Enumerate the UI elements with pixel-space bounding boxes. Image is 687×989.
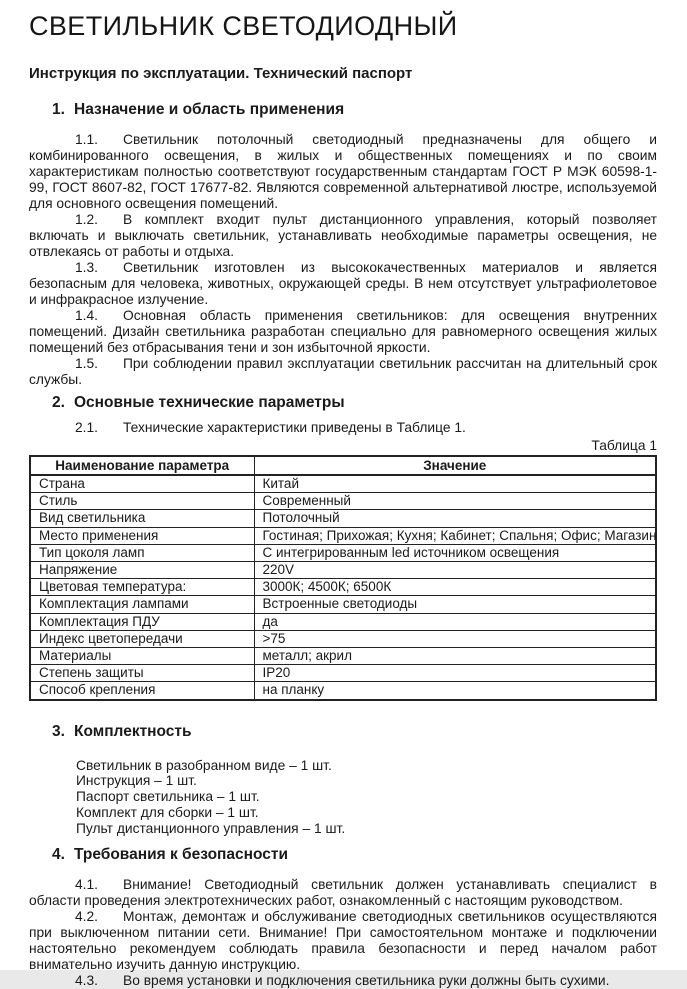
table-header-value: Значение: [254, 456, 656, 475]
value-cell: >75: [254, 630, 656, 647]
paragraph-1-5: [29, 356, 657, 388]
parameter-cell: Индекс цветопередачи: [30, 630, 254, 647]
section-purpose: [29, 101, 657, 388]
parameter-cell: Тип цоколя ламп: [30, 544, 254, 561]
paragraph-number: 1.5.: [75, 356, 99, 371]
value-cell: 3000К; 4500К; 6500К: [254, 579, 656, 596]
paragraph-4-1: [29, 877, 657, 909]
section-heading: [29, 723, 657, 741]
table-row: [30, 596, 656, 613]
paragraph-number: 4.3.: [75, 972, 99, 988]
section-heading: [29, 846, 657, 864]
parameter-cell: Степень защиты: [30, 665, 254, 682]
paragraph-text: Светильник изготовлен из высококачественных материалов и является безопасным для человека, животных, окружающей среды. В нем отсутствует ультрафиолетовое и инфракрасное излучение.: [29, 260, 657, 307]
value-cell: Встроенные светодиоды: [254, 596, 656, 613]
paragraph-number: 1.4.: [75, 308, 99, 323]
list-item: Светильник в разобранном виде – 1 шт.: [76, 757, 332, 773]
table-row: [30, 682, 656, 700]
paragraph-4-3: [29, 973, 657, 989]
paragraph-text: Светильник потолочный светодиодный предназначены для общего и комбинированного освещения, в жилых и общественных помещениях и по своим характеристикам полностью соответствуют государственным стандартам ГОСТ Р МЭК 60598-1-99, ГОСТ 8607-82, ГОСТ 17677-82. Являются современной альтернативой люстре, используемой для основного освещения помещений.: [29, 132, 657, 211]
paragraph-1-3: [29, 260, 657, 308]
paragraph-number: 1.3.: [75, 260, 99, 275]
parameter-cell: Напряжение: [30, 562, 254, 579]
section-heading-text: Назначение и область применения: [74, 101, 345, 118]
section-heading: [29, 394, 657, 412]
paragraph-number: 2.1.: [75, 420, 99, 435]
list-item: Паспорт светильника – 1 шт.: [76, 789, 260, 805]
parameter-cell: Страна: [30, 475, 254, 493]
section-safety-requirements: [29, 846, 657, 989]
section-number: 4.: [52, 845, 65, 863]
paragraph-text: Внимание! Светодиодный светильник должен устанавливать специалист в области проведения электротехнических работ, ознакомленный с настоящим руководством.: [29, 876, 657, 908]
table-row: [30, 579, 656, 596]
paragraph-number: 4.2.: [75, 908, 99, 924]
table-row: [30, 613, 656, 630]
parameter-cell: Стиль: [30, 493, 254, 510]
value-cell: С интегрированным led источником освещения: [254, 544, 656, 561]
section-heading-text: Требования к безопасности: [74, 845, 289, 863]
paragraph-4-2: [29, 909, 657, 973]
value-cell: Гостиная; Прихожая; Кухня; Кабинет; Спальня; Офис; Магазин: [254, 527, 656, 544]
paragraph-text: В комплект входит пульт дистанционного управления, который позволяет включать и выключать светильник, устанавливать необходимые параметры освещения, не отвлекаясь от работы и отдыха.: [29, 212, 657, 259]
table-header-parameter: Наименование параметра: [30, 456, 254, 475]
paragraph-number: 4.1.: [75, 876, 99, 892]
section-heading-text: Комплектность: [74, 722, 192, 740]
table-row: [30, 493, 656, 510]
value-cell: да: [254, 613, 656, 630]
table-row: [30, 527, 656, 544]
value-cell: металл; акрил: [254, 648, 656, 665]
section-number: 1.: [52, 101, 65, 118]
section-number: 3.: [52, 722, 65, 740]
list-item: Инструкция – 1 шт.: [76, 773, 197, 789]
paragraph-text: Технические характеристики приведены в Таблице 1.: [123, 420, 466, 435]
value-cell: 220V: [254, 562, 656, 579]
table-row: [30, 475, 656, 493]
section-completeness: [29, 723, 657, 837]
list-item: Комплект для сборки – 1 шт.: [76, 805, 259, 821]
table-row: [30, 510, 656, 527]
parameter-cell: Вид светильника: [30, 510, 254, 527]
section-number: 2.: [52, 394, 65, 411]
parameter-cell: Материалы: [30, 648, 254, 665]
value-cell: на планку: [254, 682, 656, 700]
paragraph-number: 1.2.: [75, 212, 99, 227]
document-subtitle: Инструкция по эксплуатации. Технический паспорт: [29, 65, 413, 82]
table-caption: Таблица 1: [591, 438, 657, 453]
table-row: [30, 562, 656, 579]
paragraph-1-2: [29, 212, 657, 260]
value-cell: Китай: [254, 475, 656, 493]
paragraph-1-1: [29, 132, 657, 212]
table-row: [30, 648, 656, 665]
parameters-table: [29, 455, 657, 701]
table-header-row: [30, 456, 656, 475]
kit-list: [29, 758, 657, 837]
section-technical-parameters: [29, 394, 657, 701]
parameter-cell: Комплектация ПДУ: [30, 613, 254, 630]
parameter-cell: Способ крепления: [30, 682, 254, 700]
paragraph-2-1: [29, 420, 657, 436]
parameter-cell: Комплектация лампами: [30, 596, 254, 613]
value-cell: IP20: [254, 665, 656, 682]
paragraph-text: Монтаж, демонтаж и обслуживание светодиодных светильников осуществляются при выключенном питании сети. Внимание! При самостоятельном монтаже и подключении настоятельно рекомендуем соблюдать правила безопасности и перед началом работ внимательно изучить данную инструкцию.: [29, 908, 657, 972]
value-cell: Потолочный: [254, 510, 656, 527]
paragraph-number: 1.1.: [75, 132, 99, 147]
paragraph-1-4: [29, 308, 657, 356]
table-row: [30, 544, 656, 561]
value-cell: Современный: [254, 493, 656, 510]
paragraph-text: Основная область применения светильников: для освещения внутренних помещений. Дизайн светильника разработан специально для равномерного освещения жилых помещений без отбрасывания тени и зон избыточной яркости.: [29, 308, 657, 355]
page-title: СВЕТИЛЬНИК СВЕТОДИОДНЫЙ: [29, 11, 458, 41]
parameter-cell: Место применения: [30, 527, 254, 544]
paragraph-text: При соблюдении правил эксплуатации светильник рассчитан на длительный срок службы.: [29, 356, 657, 387]
table-row: [30, 630, 656, 647]
list-item: Пульт дистанционного управления – 1 шт.: [76, 820, 346, 836]
table-row: [30, 665, 656, 682]
section-heading-text: Основные технические параметры: [74, 394, 345, 411]
section-heading: [29, 101, 657, 119]
parameter-cell: Цветовая температура:: [30, 579, 254, 596]
paragraph-text: Во время установки и подключения светильника руки должны быть сухими.: [123, 972, 610, 988]
